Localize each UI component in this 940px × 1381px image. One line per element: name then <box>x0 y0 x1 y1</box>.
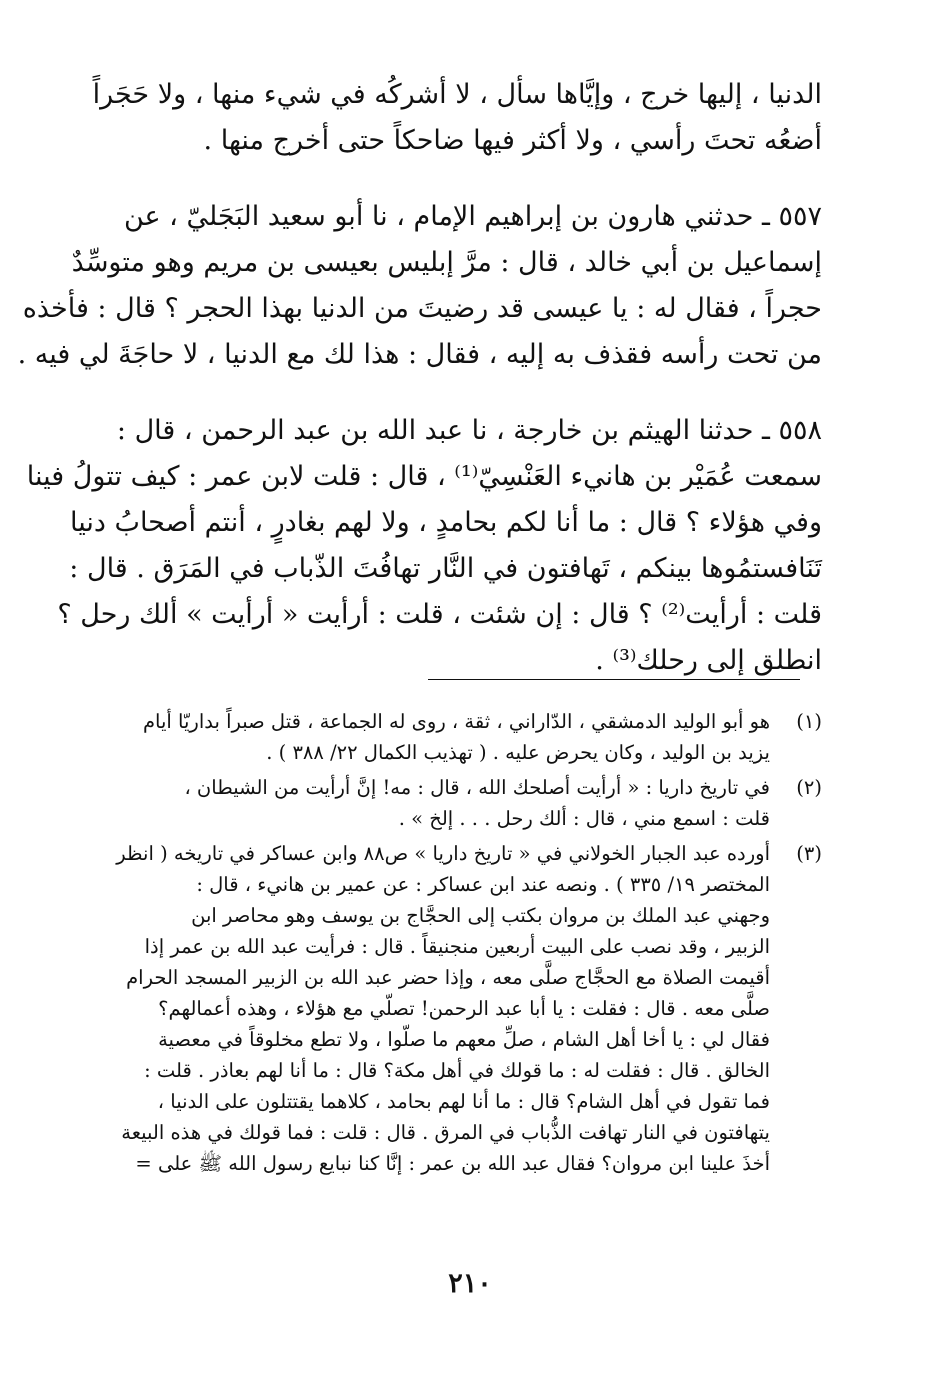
main-text <box>17 72 822 684</box>
text-line: تَنَافستمُوها بينكم ، تَهافتون في النَّار تهافُتَ الذّباب في المَرَق . قال : <box>69 553 822 584</box>
text-line: الدنيا ، إليها خرج ، وإيَّاها سأل ، لا أشركُه في شيء منها ، ولا حَجَراً <box>92 79 822 110</box>
text-line: إسماعيل بن أبي خالد ، قال : مرَّ إبليس بعيسى بن مريم وهو متوسِّدٌ <box>71 247 822 278</box>
text-line: وفي هؤلاء ؟ قال : ما أنا لكم بحامدٍ ، ولا لهم بغادرٍ ، أنتم أصحابُ دنيا <box>70 507 822 538</box>
footnote-body <box>100 706 770 768</box>
text-line: ٥٥٨ ـ حدثنا الهيثم بن خارجة ، نا عبد الله بن عبد الرحمن ، قال : <box>116 415 822 446</box>
footnote-number: (٣) <box>796 842 822 865</box>
text-line: قلت : أرأيت⁽²⁾ ؟ قال : إن شئت ، قلت : أرأيت « أرأيت » ألك رحل ؟ <box>57 599 822 630</box>
text-line: سمعت عُمَيْر بن هانيء العَنْسِيّ⁽¹⁾ ، قال : قلت لابن عمر : كيف تتولُ فينا <box>26 461 822 492</box>
footnote-line: وجهني عبد الملك بن مروان بكتب إلى الحجَّاج بن يوسف وهو محاصر ابن <box>191 904 770 927</box>
footnote-line: أخذَ علينا ابن مروان؟ فقال عبد الله بن عمر : إنَّا كنا نبايع رسول الله ﷺ على = <box>135 1152 770 1175</box>
footnote-body <box>100 772 770 834</box>
footnote-body <box>100 838 770 1179</box>
footnote-line: يزيد بن الوليد ، وكان يحرض عليه . ( تهذيب الكمال ٢٢/ ٣٨٨ ) . <box>266 741 770 764</box>
footnote-separator <box>428 679 800 680</box>
footnote-line: أورده عبد الجبار الخولاني في « تاريخ داريا » ص٨٨ وابن عساكر في تاريخه ( انظر <box>116 842 770 865</box>
footnote-line: هو أبو الوليد الدمشقي ، الدّاراني ، ثقة ، روى له الجماعة ، قتل صبراً بداريّا أيام <box>142 710 770 733</box>
text-line: من تحت رأسه فقذف به إليه ، فقال : هذا لك مع الدنيا ، لا حاجَةَ لي فيه . <box>17 339 822 370</box>
footnote-line: يتهافتون في النار تهافت الذُّباب في المرق . قال : قلت : فما قولك في هذه البيعة <box>121 1121 770 1144</box>
footnote-line: الخالق . قال : فقلت له : ما قولك في أهل مكة؟ قال : ما أنا لهم بعاذر . قلت : <box>144 1059 770 1082</box>
paragraph-558 <box>26 408 822 684</box>
paragraph-557 <box>17 194 822 378</box>
footnotes <box>100 706 822 1183</box>
footnote-line: المختصر ١٩/ ٣٣٥ ) . ونصه عند ابن عساكر : عن عمير بن هانيء ، قال : <box>196 873 770 896</box>
footnote-line: فقال لي : يا أخا أهل الشام ، صلِّ معهم ما صلّوا ، ولا تطع مخلوقاً في معصية <box>158 1028 770 1051</box>
page-number: ٢١٠ <box>448 1268 492 1299</box>
footnote-line: الزبير ، وقد نصب على البيت أربعين منجنيقاً . قال : فرأيت عبد الله بن عمر إذا <box>144 935 770 958</box>
text-line: انطلق إلى رحلك⁽³⁾ . <box>595 645 822 676</box>
footnote-line: في تاريخ داريا : « أرأيت أصلحك الله ، قال : مه! إنَّ أرأيت من الشيطان ، <box>184 776 770 799</box>
footnote-line: أقيمت الصلاة مع الحجَّاج صلَّى معه ، وإذا حضر عبد الله بن الزبير المسجد الحرام <box>126 966 770 989</box>
footnote-3 <box>100 838 822 1179</box>
footnote-line: قلت : اسمع مني ، قال : ألك رحل . . . إلخ » . <box>398 807 770 830</box>
footnote-number: (١) <box>796 710 822 733</box>
footnote-line: صلَّى معه . قال : فقلت : يا أبا عبد الرحمن! تصلّي مع هؤلاء ، وهذه أعمالهم؟ <box>158 997 770 1020</box>
text-line: ٥٥٧ ـ حدثني هارون بن إبراهيم الإمام ، نا أبو سعيد البَجَليّ ، عن <box>123 201 822 232</box>
footnote-line: فما تقول في أهل الشام؟ قال : ما أنا لهم بحامد ، كلاهما يقتتلون على الدنيا ، <box>157 1090 770 1113</box>
text-line: حجراً ، فقال له : يا عيسى قد رضيتَ من الدنيا بهذا الحجر ؟ قال : فأخذه <box>22 293 822 324</box>
footnote-1 <box>100 706 822 768</box>
paragraph-continuation <box>92 72 822 164</box>
footnote-2 <box>100 772 822 834</box>
text-line: أضعُه تحتَ رأسي ، ولا أكثر فيها ضاحكاً حتى أخرج منها . <box>203 125 822 156</box>
footnote-number: (٢) <box>796 776 822 799</box>
